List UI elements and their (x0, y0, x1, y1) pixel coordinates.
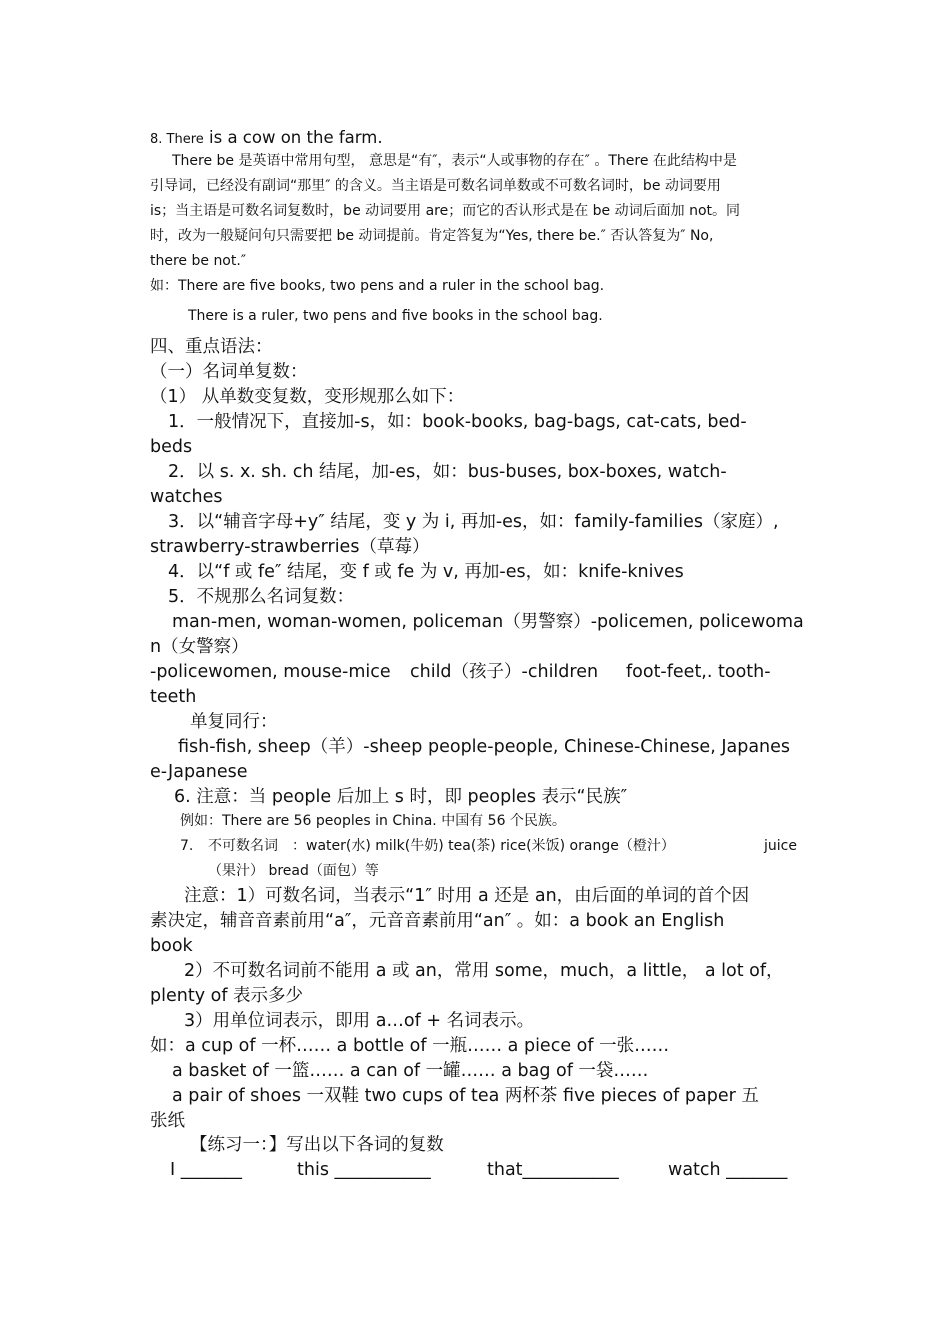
section8-title (150, 130, 383, 147)
attention2-line2: plenty of 表示多少 (150, 986, 304, 1006)
note6-example: 例如：There are 56 peoples in China. 中国有 56 个民族。 (180, 813, 566, 829)
unit-words-line3: a pair of shoes 一双鞋 two cups of tea 两杯茶 five pieces of paper 五 (172, 1086, 759, 1106)
exercise-title: 【练习一：】写出以下各词的复数 (190, 1135, 444, 1155)
rule1-line2: beds (150, 437, 193, 457)
section8-para-line5: there be not.″ (150, 253, 247, 269)
rule1-line1: 1．一般情况下，直接加-s，如：book-books, bag-bags, cat-cats, bed- (168, 412, 747, 432)
note7-line1: 不可数名词 ：water(水) milk(牛奶) tea(茶) rice(米饭) orange（橙汁） (208, 838, 675, 854)
section8-para-line1: There be 是英语中常用句型， 意思是“有″，表示“人或事物的存在″ 。There 在此结构中是 (172, 153, 737, 169)
section8-lead-big: is a cow on the farm. (203, 128, 383, 147)
attention2-line1: 2）不可数名词前不能用 a 或 an，常用 some，much，a little， a lot of， (184, 961, 784, 981)
section8-example2: There is a ruler, two pens and five books in the school bag. (188, 308, 603, 324)
attention1-line3: book (150, 936, 193, 956)
exercise-word-this[interactable]: this ___________ (297, 1160, 431, 1180)
unit-words-line1: 如：a cup of 一杯…… a bottle of 一瓶…… a piece of 一张…… (150, 1036, 670, 1056)
section8-para-line4: 时，改为一般疑问句只需要把 be 动词提前。肯定答复为“Yes, there be.″ 否认答复为″ No, (150, 228, 714, 244)
section8-lead-small: 8. There (150, 132, 204, 147)
rule4: 4．以“f 或 fe″ 结尾，变 f 或 fe 为 v, 再加-es，如：knife-knives (168, 562, 684, 582)
exercise-word-that[interactable]: that___________ (487, 1160, 619, 1180)
rule3-line1: 3．以“辅音字母+y″ 结尾，变 y 为 i, 再加-es，如：family-families（家庭）, (168, 512, 779, 532)
note6: 6. 注意：当 people 后加上 s 时，即 peoples 表示“民族″ (174, 787, 628, 807)
rule5-ex-policewomen: -policewomen, mouse-mice (150, 662, 391, 682)
attention3: 3）用单位词表示，即用 a…of + 名词表示。 (184, 1011, 535, 1031)
note7-juice: juice (764, 838, 797, 854)
grammar-heading: 四、重点语法： (150, 337, 273, 357)
grammar-sub2: （1） 从单数变复数，变形规那么如下： (150, 387, 465, 407)
rule5: 5．不规那么名词复数： (168, 587, 355, 607)
rule2-line2: watches (150, 487, 223, 507)
rule5-ex-foot: foot-feet,. tooth- (626, 662, 771, 682)
exercise-word-i[interactable]: I _______ (170, 1160, 242, 1180)
unit-words-line2: a basket of 一篮…… a can of 一罐…… a bag of 一袋…… (172, 1061, 649, 1081)
note7-line2: （果汁） bread（面包）等 (208, 863, 379, 879)
note7-num: 7. (180, 838, 194, 854)
attention1-line2: 素决定，辅音音素前用“a″，元音音素前用“an″ 。如：a book an English (150, 911, 725, 931)
exercise-word-watch[interactable]: watch _______ (668, 1160, 788, 1180)
same-form-heading: 单复同行： (190, 712, 278, 732)
same-form-line1: fish-fish, sheep（羊）-sheep people-people, Chinese-Chinese, Japanes (178, 737, 791, 757)
rule5-ex-child: child（孩子）-children (410, 662, 599, 682)
section8-para-line2: 引导词，已经没有副词“那里″ 的含义。当主语是可数名词单数或不可数名词时，be 动词要用 (150, 178, 721, 194)
section8-para-line3: is；当主语是可数名词复数时，be 动词要用 are；而它的否认形式是在 be 动词后面加 not。同 (150, 203, 741, 219)
section8-example1: 如：There are five books, two pens and a ruler in the school bag. (150, 278, 605, 294)
rule2-line1: 2．以 s. x. sh. ch 结尾，加-es，如：bus-buses, box-boxes, watch- (168, 462, 727, 482)
attention1-line1: 注意：1）可数名词，当表示“1″ 时用 a 还是 an，由后面的单词的首个因 (184, 886, 750, 906)
grammar-sub1: （一）名词单复数： (150, 362, 308, 382)
rule3-line2: strawberry-strawberries（草莓） (150, 537, 430, 557)
unit-words-line4: 张纸 (150, 1111, 185, 1131)
rule5-examples-line1: man-men, woman-women, policeman（男警察）-policemen, policewoma (172, 612, 804, 632)
rule5-examples-line2: n（女警察） (150, 637, 249, 657)
rule5-examples-line3 (150, 664, 391, 682)
same-form-line2: e-Japanese (150, 762, 248, 782)
rule5-examples-line4: teeth (150, 687, 197, 707)
